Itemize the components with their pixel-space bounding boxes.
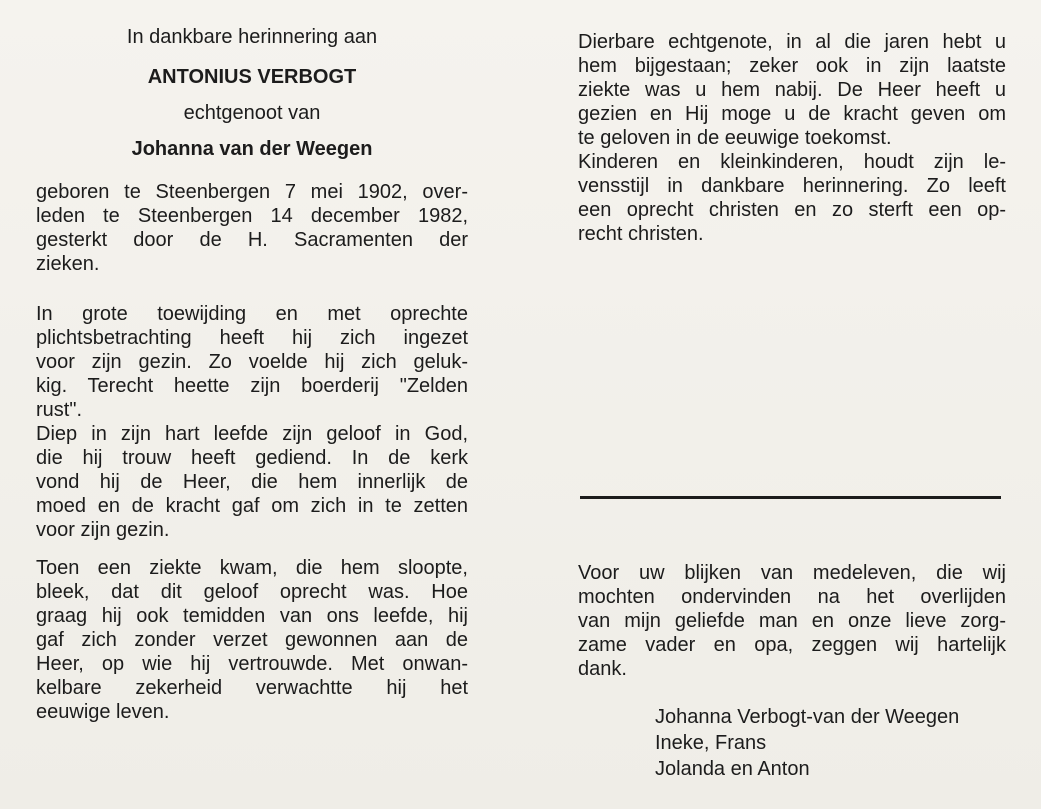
text-line: recht christen. [578, 223, 704, 245]
text-line: eeuwige leven. [36, 701, 170, 723]
text-line: dank. [578, 658, 627, 680]
spouse-address-paragraph [578, 30, 1006, 150]
thanks-paragraph [578, 561, 1006, 681]
text-line: Dierbare echtgenote, in al die jaren hebt u [578, 31, 1006, 53]
spouse-intro: echtgenoot van [183, 102, 321, 124]
devotion-paragraph [36, 302, 468, 422]
text-line: mochten ondervinden na het overlijden [578, 586, 1006, 608]
intro-line: In dankbare herinnering aan [126, 26, 378, 48]
text-line: plichtsbetrachting heeft hij zich ingezet [36, 327, 468, 349]
text-line: voor zijn gezin. Zo voelde hij zich geluk- [36, 351, 468, 373]
text-line: geboren te Steenbergen 7 mei 1902, over- [36, 181, 468, 203]
text-line: zieken. [36, 253, 100, 275]
text-line: Voor uw blijken van medeleven, die wij [578, 562, 1006, 584]
text-line: die hij trouw heeft gediend. In de kerk [36, 447, 468, 469]
text-line: voor zijn gezin. [36, 519, 170, 541]
text-line: In grote toewijding en met oprechte [36, 303, 468, 325]
text-line: te geloven in de eeuwige toekomst. [578, 127, 892, 149]
text-line: Toen een ziekte kwam, die hem sloopte, [36, 557, 468, 579]
text-line: vond hij de Heer, die hem innerlijk de [36, 471, 468, 493]
signature-line: Ineke, Frans [655, 732, 767, 754]
text-line: vensstijl in dankbare herinnering. Zo leeft [578, 175, 1006, 197]
text-line: graag hij ook temidden van ons leefde, hij [36, 605, 468, 627]
text-line: kelbare zekerheid verwachtte hij het [36, 677, 468, 699]
signatures [655, 704, 959, 782]
text-line: hem bijgestaan; zeker ook in zijn laatste [578, 55, 1006, 77]
text-line: gezien en Hij moge u de kracht geven om [578, 103, 1006, 125]
text-line: gaf zich zonder verzet gewonnen aan de [36, 629, 468, 651]
text-line: zame vader en opa, zeggen wij hartelijk [578, 634, 1006, 656]
birth-death-paragraph [36, 180, 468, 276]
text-line: Kinderen en kleinkinderen, houdt zijn le- [578, 151, 1006, 173]
right-column [578, 30, 1006, 246]
deceased-name: ANTONIUS VERBOGT [147, 66, 357, 88]
text-line: bleek, dat dit geloof oprecht was. Hoe [36, 581, 468, 603]
children-address-paragraph [578, 150, 1006, 246]
text-line: rust". [36, 399, 82, 421]
faith-paragraph [36, 422, 468, 542]
illness-paragraph [36, 556, 468, 724]
text-line: Diep in zijn hart leefde zijn geloof in God, [36, 423, 468, 445]
text-line: leden te Steenbergen 14 december 1982, [36, 205, 468, 227]
text-line: moed en de kracht gaf om zich in te zetten [36, 495, 468, 517]
text-line: van mijn geliefde man en onze lieve zorg- [578, 610, 1006, 632]
signature-line: Johanna Verbogt-van der Weegen [655, 706, 960, 728]
text-line: gesterkt door de H. Sacramenten der [36, 229, 468, 251]
divider-line [580, 496, 1001, 499]
left-column [36, 22, 468, 724]
text-line: Heer, op wie hij vertrouwde. Met onwan- [36, 653, 468, 675]
text-line: een oprecht christen en zo sterft een op- [578, 199, 1006, 221]
spouse-name: Johanna van der Weegen [131, 138, 373, 160]
text-line: kig. Terecht heette zijn boerderij "Zelden [36, 375, 468, 397]
signature-line: Jolanda en Anton [655, 758, 810, 780]
text-line: ziekte was u hem nabij. De Heer heeft u [578, 79, 1006, 101]
